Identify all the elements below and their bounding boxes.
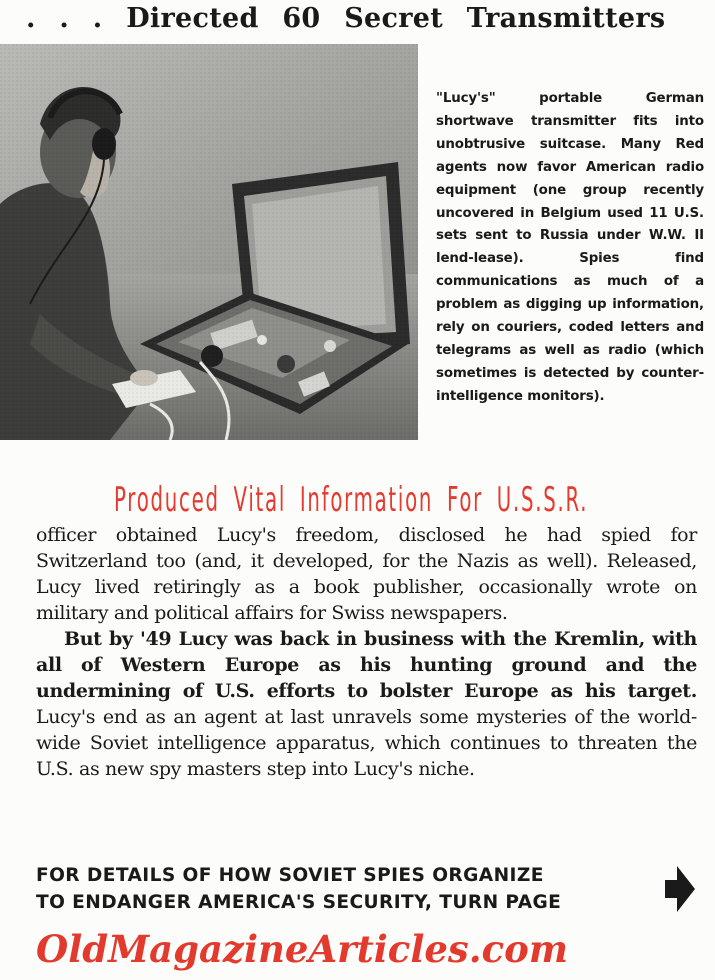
body-paragraph-2: [36, 626, 697, 782]
page-headline: . . . Directed 60 Secret Transmitters: [26, 3, 666, 34]
section-heading: Produced Vital Information For U.S.S.R.: [114, 480, 589, 520]
body-paragraph-2-bold: But by '49 Lucy was back in business with the Kremlin, with all of Western Europe as his hunting ground and the undermining of U.S. efforts to bolster Europe as his target.: [36, 628, 697, 702]
body-paragraph-2-rest: Lucy's end as an agent at last unravels some mysteries of the world-wide Soviet intelligence apparatus, which continues to threaten the U.S. as new spy masters step into Lucy's niche.: [36, 706, 697, 780]
site-logo: OldMagazineArticles.com: [36, 927, 568, 971]
body-paragraph-1: officer obtained Lucy's freedom, disclosed he had spied for Switzerland too (and, it developed, for the Nazis as well). Released, Lucy lived retiringly as a book publisher, occasionally wrote on military and political affairs for Swiss newspapers.: [36, 524, 697, 624]
right-arrow-icon: [665, 866, 695, 912]
photo-caption: "Lucy's" portable German shortwave transmitter fits into unobtrusive suitcase. Many Red agents now favor American radio equipment (one group recently uncovered in Belgium used 11 U.S. sets sent to Russia under W.W. II lend-lease). Spies find communications as much of a problem as digging up information, rely on couriers, coded letters and telegrams as well as radio (which sometimes is detected by counter-intelligence monitors).: [436, 91, 704, 404]
article-body: [36, 522, 697, 782]
turn-page-notice: [36, 862, 656, 916]
turn-page-line-2: TO ENDANGER AMERICA'S SECURITY, TURN PAGE: [36, 892, 562, 913]
transmitter-photo: [0, 44, 418, 440]
turn-page-line-1: FOR DETAILS OF HOW SOVIET SPIES ORGANIZE: [36, 865, 544, 886]
